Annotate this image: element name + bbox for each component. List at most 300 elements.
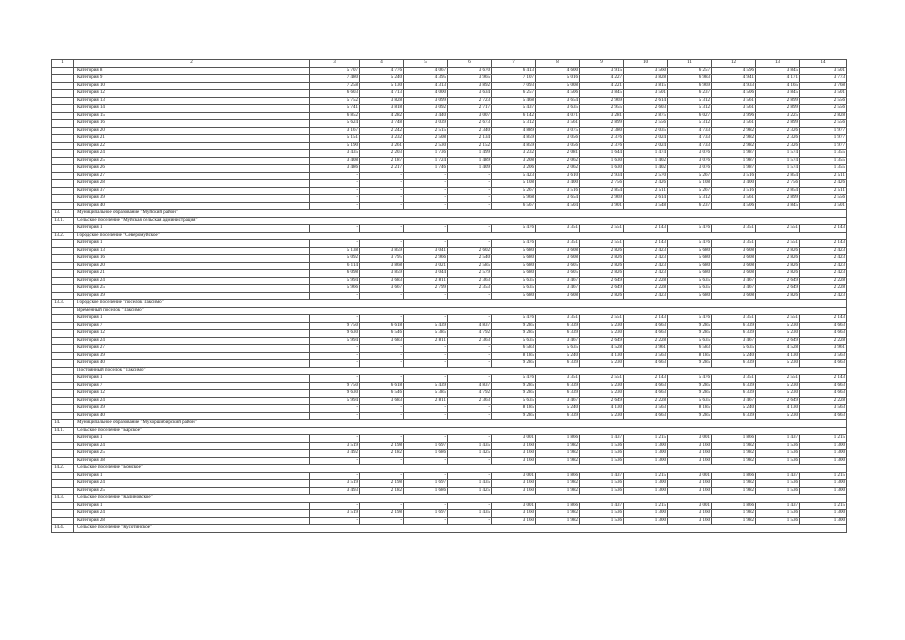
tariff-value: 4 504 [536,202,580,210]
tariff-value: 4 733 [668,142,712,150]
tariff-value: 2 811 [404,277,448,285]
tariff-value: - [360,202,404,210]
tariff-value: 5 680 [492,270,536,278]
tariff-value: 5 468 [492,97,536,105]
column-number-12: 12 [712,60,756,68]
tariff-value: 1 977 [800,127,847,135]
tariff-value: 3 608 [712,262,756,270]
tariff-value: 1 437 [580,472,624,480]
table-row [52,135,847,143]
tariff-value: 1 437 [756,435,800,443]
tariff-value: 1 866 [712,435,756,443]
tariff-value: 3 563 [800,405,847,413]
tariff-value: 4 395 [404,75,448,83]
tariff-value: - [448,457,492,465]
tariff-value: 5 240 [536,405,580,413]
tariff-value: 1 409 [448,165,492,173]
tariff-value: 3 467 [712,277,756,285]
tariff-value: 2 649 [580,337,624,345]
tariff-value: - [310,225,360,233]
tariff-value: 3 486 [310,165,360,173]
category-name: Категория 39 [74,352,310,360]
tariff-value: - [404,435,448,443]
section-number: 13. [52,210,74,218]
tariff-value: 4 130 [580,352,624,360]
category-name: Категория 40 [74,202,310,210]
table-row [52,352,847,360]
tariff-value: - [404,315,448,323]
tariff-value: 2 540 [448,255,492,263]
tariff-value: - [448,292,492,300]
tariff-value: 1 489 [448,157,492,165]
tariff-table-page [51,59,847,533]
row-number [52,165,74,173]
tariff-value: 3 160 [492,450,536,458]
tariff-value: 2 326 [756,135,800,143]
tariff-value: 5 994 [310,397,360,405]
tariff-value: 2 143 [624,225,668,233]
section-row [52,307,847,315]
tariff-value: 2 511 [800,187,847,195]
tariff-value: 2 756 [580,180,624,188]
tariff-value: 3 160 [492,510,536,518]
row-number [52,90,74,98]
tariff-value: 2 934 [580,172,624,180]
tariff-value: 3 516 [712,187,756,195]
section-number [52,367,74,375]
tariff-value: 2 143 [624,240,668,248]
tariff-value: 1 536 [756,480,800,488]
tariff-value: 7 480 [310,75,360,83]
tariff-value: 5 966 [310,285,360,293]
tariff-value: - [404,375,448,383]
tariff-value: 2 899 [756,120,800,128]
tariff-value: 5 230 [756,322,800,330]
row-number [52,352,74,360]
tariff-value: 2 603 [624,105,668,113]
tariff-value: 1 300 [624,480,668,488]
tariff-value: 3 001 [668,435,712,443]
category-name: Категория 24 [74,397,310,405]
tariff-value: 5 680 [668,292,712,300]
row-number [52,97,74,105]
tariff-value: 3 608 [712,292,756,300]
tariff-value: 2 556 [800,120,847,128]
tariff-value: 1 982 [712,442,756,450]
tariff-value: 1 724 [404,157,448,165]
tariff-value: 2 556 [800,105,847,113]
column-number-1: 1 [52,60,74,68]
tariff-value: 3 501 [800,202,847,210]
tariff-value: 5 108 [492,180,536,188]
tariff-value: - [404,202,448,210]
category-name: Категория 38 [74,457,310,465]
table-row [52,82,847,90]
tariff-value: 3 635 [536,105,580,113]
tariff-value: 1 982 [712,457,756,465]
tariff-value: 5 267 [668,187,712,195]
section-row [52,525,847,533]
tariff-value: 4 130 [756,352,800,360]
row-number [52,172,74,180]
table-row [52,150,847,158]
tariff-value: 3 996 [712,112,756,120]
tariff-value: 1 982 [536,442,580,450]
tariff-value: 3 961 [800,345,847,353]
tariff-value: 3 467 [712,397,756,405]
tariff-value: 7 258 [310,82,360,90]
tariff-value: 2 826 [756,247,800,255]
tariff-value: 2 854 [580,187,624,195]
tariff-value: 6 339 [536,412,580,420]
tariff-value: 3 610 [536,172,580,180]
tariff-value: 2 649 [756,337,800,345]
tariff-value: 4 713 [360,90,404,98]
tariff-value: 1 866 [712,472,756,480]
tariff-value: 5 423 [492,172,536,180]
tariff-value: 4 528 [756,345,800,353]
tariff-value: 2 228 [800,277,847,285]
tariff-value: 1 697 [404,510,448,518]
tariff-value: 9 630 [310,390,360,398]
tariff-value: 3 561 [712,120,756,128]
table-row [52,442,847,450]
tariff-value: 6 339 [536,330,580,338]
tariff-value: 1 402 [624,165,668,173]
table-row [52,240,847,248]
tariff-value: - [448,435,492,443]
row-number [52,382,74,390]
category-name: Категория 1 [74,472,310,480]
tariff-value: 3 563 [800,352,847,360]
tariff-value: 2 228 [624,337,668,345]
tariff-value: 4 600 [536,67,580,75]
tariff-value: 1 437 [580,502,624,510]
tariff-value: 5 994 [310,277,360,285]
tariff-value: - [404,292,448,300]
tariff-value: 1 987 [712,157,756,165]
tariff-value: 3 654 [536,195,580,203]
tariff-value: 1 435 [448,442,492,450]
row-number [52,157,74,165]
tariff-value: - [448,180,492,188]
tariff-value: 1 987 [712,150,756,158]
tariff-value: 5 707 [310,67,360,75]
tariff-value: 4 313 [404,82,448,90]
tariff-value: 3 351 [536,225,580,233]
tariff-value: 6 567 [492,202,536,210]
tariff-value: 2 826 [580,255,624,263]
column-number-3: 3 [310,60,360,68]
tariff-value: 2 228 [800,285,847,293]
tariff-value: 4 171 [756,75,800,83]
tariff-value: 3 501 [800,90,847,98]
table-row [52,435,847,443]
table-row [52,375,847,383]
category-name: Категория 1 [74,240,310,248]
table-row [52,225,847,233]
tariff-value: 2 551 [580,315,624,323]
tariff-value: 3 160 [668,510,712,518]
tariff-value: 5 267 [492,187,536,195]
table-row [52,180,847,188]
tariff-value: - [360,180,404,188]
tariff-value: 2 203 [360,150,404,158]
tariff-value: 2 723 [448,97,492,105]
tariff-value: 3 561 [712,105,756,113]
tariff-value: - [310,315,360,323]
tariff-value: - [360,187,404,195]
tariff-value: 5 230 [580,360,624,368]
tariff-value: 2 228 [800,397,847,405]
column-number-8: 8 [536,60,580,68]
tariff-value: 3 608 [712,247,756,255]
tariff-value: 3 160 [668,517,712,525]
tariff-value: 2 982 [712,135,756,143]
table-row [52,67,847,75]
column-number-9: 9 [580,60,624,68]
tariff-value: 5 635 [492,277,536,285]
section-title: Сельское поселение "Бомское" [74,465,847,473]
tariff-value: 1 215 [800,472,847,480]
tariff-value: 3 281 [580,112,624,120]
tariff-value: 6 969 [668,82,712,90]
tariff-value: 4 663 [624,382,668,390]
tariff-value: 5 240 [712,405,756,413]
tariff-value: 3 845 [756,202,800,210]
section-number: 13.1. [52,217,74,225]
tariff-value: 3 440 [404,112,448,120]
tariff-value: 3 519 [310,442,360,450]
tariff-value: - [404,187,448,195]
tariff-value: 3 041 [404,247,448,255]
tariff-value: 2 826 [756,270,800,278]
row-number [52,510,74,518]
tariff-value: 2 363 [448,337,492,345]
category-name: Категория 20 [74,127,310,135]
table-row [52,502,847,510]
tariff-value: 7 093 [492,82,536,90]
table-row [52,105,847,113]
tariff-value: 3 667 [360,285,404,293]
tariff-value: 3 351 [536,240,580,248]
tariff-value: 2 717 [448,105,492,113]
tariff-value: 1 300 [800,442,847,450]
tariff-value: 2 854 [756,172,800,180]
tariff-value: 5 476 [492,315,536,323]
tariff-value: 3 768 [800,82,847,90]
tariff-value: 5 312 [668,97,712,105]
table-row [52,345,847,353]
category-name: Категория 7 [74,322,310,330]
tariff-value: 2 380 [580,127,624,135]
tariff-value: 9 285 [492,330,536,338]
tariff-value: 4 837 [448,322,492,330]
tariff-value: 2 024 [624,142,668,150]
tariff-value: - [310,405,360,413]
tariff-value: 3 160 [492,457,536,465]
row-number [52,480,74,488]
table-row [52,292,847,300]
tariff-value: - [404,457,448,465]
tariff-value: 2 982 [712,142,756,150]
tariff-value: - [310,345,360,353]
tariff-value: 1 574 [756,150,800,158]
tariff-value: - [448,352,492,360]
tariff-value: 3 160 [492,487,536,495]
section-row [52,495,847,503]
category-name: Категория 8 [74,67,310,75]
tariff-value: 3 092 [404,105,448,113]
tariff-value: 3 007 [448,112,492,120]
tariff-value: - [448,412,492,420]
tariff-value: - [360,195,404,203]
tariff-value: 1 866 [536,472,580,480]
tariff-value: 5 635 [492,397,536,405]
tariff-value: 3 608 [712,270,756,278]
tariff-value: 2 217 [360,165,404,173]
table-row [52,165,847,173]
tariff-value: 1 536 [580,487,624,495]
tariff-value: 3 075 [536,127,580,135]
tariff-value: 3 467 [536,337,580,345]
tariff-value: 2 340 [448,127,492,135]
tariff-value: 2 649 [756,277,800,285]
tariff-value: 2 426 [624,180,668,188]
row-number [52,112,74,120]
tariff-value: 3 001 [668,472,712,480]
row-number [52,135,74,143]
tariff-value: 5 230 [756,330,800,338]
tariff-value: 6 339 [712,382,756,390]
tariff-value: 3 076 [668,157,712,165]
tariff-value: 8 185 [492,405,536,413]
tariff-value: 3 608 [536,255,580,263]
tariff-value: 2 182 [360,450,404,458]
tariff-value: 5 130 [360,82,404,90]
tariff-value: 6 339 [712,412,756,420]
tariff-value: 4 000 [404,90,448,98]
category-name: Категория 1 [74,225,310,233]
tariff-value: 4 663 [800,360,847,368]
tariff-value: 1 982 [712,480,756,488]
tariff-value: - [310,195,360,203]
tariff-value: 1 982 [536,457,580,465]
tariff-value: 4 227 [580,75,624,83]
category-name: Категория 15 [74,112,310,120]
tariff-value: 3 828 [360,97,404,105]
tariff-value: 6 413 [492,67,536,75]
tariff-value: 6 027 [668,112,712,120]
tariff-value: 2 551 [756,375,800,383]
tariff-value: 2 649 [756,397,800,405]
tariff-value: 2 242 [360,127,404,135]
tariff-value: 2 198 [360,480,404,488]
tariff-value: 5 312 [668,195,712,203]
tariff-value: 2 353 [448,285,492,293]
tariff-value: - [448,202,492,210]
tariff-value: 1 536 [756,517,800,525]
row-number [52,517,74,525]
table-row [52,405,847,413]
row-number [52,277,74,285]
row-number [52,120,74,128]
tariff-value: 4 733 [668,135,712,143]
tariff-value: 1 355 [800,150,847,158]
tariff-value: 3 208 [492,157,536,165]
tariff-value: 3 206 [492,165,536,173]
column-number-13: 13 [756,60,800,68]
tariff-value: 3 160 [492,517,536,525]
tariff-value: - [360,517,404,525]
category-name: Категория 16 [74,120,310,128]
tariff-value: - [404,172,448,180]
category-name: Категория 28 [74,180,310,188]
category-name: Категория 39 [74,405,310,413]
tariff-value: - [310,352,360,360]
tariff-value: 1 536 [756,510,800,518]
tariff-value: 2 551 [580,240,624,248]
column-number-10: 10 [624,60,668,68]
tariff-value: 1 355 [800,165,847,173]
category-name: Категория 22 [74,142,310,150]
row-number [52,67,74,75]
tariff-value: - [404,195,448,203]
category-name: Категория 1 [74,435,310,443]
tariff-value: 3 795 [360,255,404,263]
tariff-value: - [448,502,492,510]
tariff-value: 5 680 [668,262,712,270]
tariff-value: 4 130 [756,405,800,413]
section-title: Городское поселение "Северомуйское" [74,232,847,240]
row-number [52,187,74,195]
tariff-value: 3 435 [310,150,360,158]
table-row [52,270,847,278]
tariff-value: 4 596 [712,67,756,75]
tariff-value: 1 982 [536,480,580,488]
tariff-value: - [310,360,360,368]
tariff-value: 1 977 [800,135,847,143]
tariff-value: 2 551 [756,315,800,323]
tariff-value: 2 649 [580,285,624,293]
tariff-value: 2 143 [800,240,847,248]
column-number-4: 4 [360,60,404,68]
category-name: Категория 16 [74,255,310,263]
tariff-value: 3 519 [310,510,360,518]
tariff-value: 2 228 [624,277,668,285]
category-name: Категория 24 [74,277,310,285]
tariff-value: - [448,225,492,233]
tariff-value: - [404,517,448,525]
tariff-value: 2 649 [580,397,624,405]
row-number [52,337,74,345]
tariff-value: 3 868 [360,262,404,270]
tariff-value: 2 551 [580,375,624,383]
tariff-value: 1 437 [756,502,800,510]
tariff-value: 2 585 [448,262,492,270]
tariff-value: 4 663 [624,330,668,338]
tariff-value: - [310,472,360,480]
row-number [52,150,74,158]
tariff-value: 2 756 [756,180,800,188]
tariff-value: 2 530 [404,142,448,150]
tariff-value: 1 300 [624,517,668,525]
tariff-value: 2 143 [800,315,847,323]
tariff-value: 2 602 [448,247,492,255]
tariff-value: 3 501 [624,90,668,98]
tariff-value: - [404,225,448,233]
tariff-value: 4 130 [580,405,624,413]
